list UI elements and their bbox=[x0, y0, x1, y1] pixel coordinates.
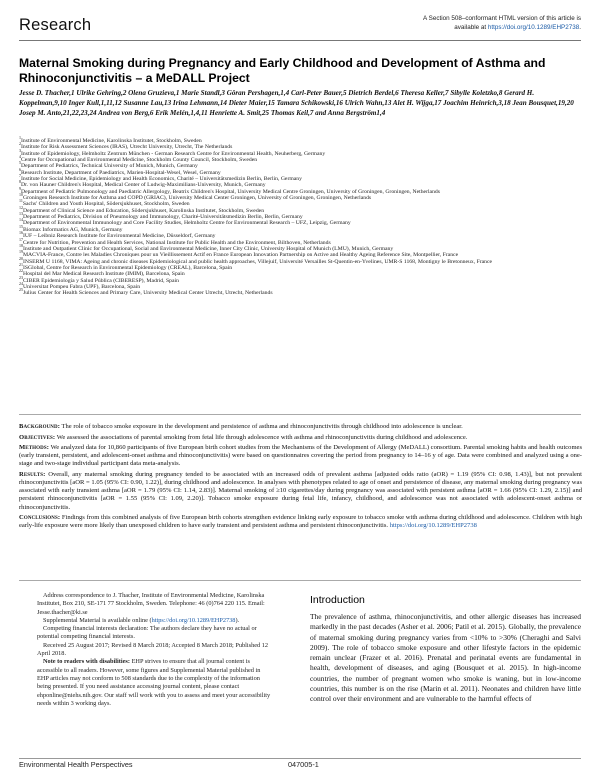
section-label: Research bbox=[19, 16, 92, 34]
abstract-methods: Methods: We analyzed data for 10,860 participants of five European birth cohort studies from the Mechanisms of the Development of Allergy (MeDALL) consortium. Parental smoking habits and health outcomes (early transient, persistent, and adolescent-onset asthma and rhinoconjunctivitis) were based on questionnaires covering the period from pregnancy to 14–16 y of age. Data were combined and analyzed using a one-stage and two-stage individual participant data meta-analysis. bbox=[19, 444, 582, 468]
affiliation-number: 20 bbox=[19, 255, 23, 261]
affiliation-text: Biomax Informatics AG, Munich, Germany bbox=[23, 226, 123, 233]
affiliation-number: 19 bbox=[19, 249, 23, 255]
supplemental-link[interactable]: https://doi.org/10.1289/EHP2738 bbox=[151, 616, 236, 624]
disability-note: Note to readers with disabilities: EHP strives to ensure that all journal content is accessible to all readers. However, some figures and Supplemental Material published in EHP articles may not conform to 508 standards due to the complexity of the information being presented. If you need assistance accessing journal content, please contact ehponline@niehs.nih.gov. Our staff will work with you to assess and meet your accessibility needs within 3 working days. bbox=[37, 658, 271, 707]
affiliation-text: Institute of Environmental Medicine, Karolinska Institutet, Stockholm, Sweden bbox=[21, 138, 202, 144]
affiliation-text: ISGlobal, Centre for Research in Environmental Epidemiology (CREAL), Barcelona, Spain bbox=[23, 264, 233, 271]
affiliation-text: Groningen Research Institute for Asthma and COPD (GRIAC), University Medical Center Groningen, University of Groningen, Groningen, Netherlands bbox=[23, 195, 372, 202]
abstract-bottom-divider bbox=[19, 580, 581, 581]
abstract-objectives: Objectives: We assessed the associations of parental smoking from fetal life through adolescence with asthma and rhinoconjunctivitis during childhood and adolescence. bbox=[19, 433, 468, 441]
journal-name: Environmental Health Perspectives bbox=[19, 760, 133, 769]
affiliation-text: Sachs' Children and Youth Hospital, Södersjukhuset, Stockholm, Sweden bbox=[22, 201, 190, 208]
footnotes bbox=[37, 592, 271, 708]
affiliation-text: Julius Center for Health Sciences and Primary Care, University Medical Center Utrecht, Utrecht, Netherlands bbox=[23, 290, 273, 297]
correspondence-address: Address correspondence to J. Thacher, Institute of Environmental Medicine, Karolinska Institutet, Box 210, SE-171 77 Stockholm, Sweden. Telephone: 46 (0)764 220 115. Email: Jesse.thacher@ki.se bbox=[37, 592, 265, 616]
affiliation-number: 25 bbox=[19, 287, 23, 293]
affiliation-number: 17 bbox=[19, 236, 23, 242]
affiliation-text: Department of Environmental Immunology and Core Facility Studies, Helmholtz Centre for Environmental Research – UFZ, Leipzig, Germany bbox=[23, 220, 351, 227]
footer-divider bbox=[19, 758, 581, 759]
affiliation-text: Universitat Pompeu Fabra (UPF), Barcelona, Spain bbox=[23, 283, 141, 290]
affiliation-number: 14 bbox=[19, 217, 23, 223]
affiliation-number: 8 bbox=[19, 179, 21, 185]
affiliation-number: 12 bbox=[19, 204, 23, 210]
affiliation-item bbox=[19, 287, 581, 297]
abstract-background: Background: The role of tobacco smoke exposure in the development and persistence of asthma and rhinoconjunctivitis through childhood into adolescence is unclear. bbox=[19, 423, 463, 430]
supplemental-note: Supplemental Material is available online (https://doi.org/10.1289/EHP2738). bbox=[43, 616, 240, 624]
affiliation-number: 18 bbox=[19, 242, 23, 248]
affiliation-number: 4 bbox=[19, 154, 21, 160]
affiliation-text: Institute for Social Medicine, Epidemiology and Health Economics, Charité – Universitätsmedizin Berlin, Berlin, Germany bbox=[21, 176, 302, 183]
abstract-results: Results: Overall, any maternal smoking during pregnancy tended to be associated with an increased odds of prevalent asthma [adjusted odds ratio (aOR) = 1.19 (95% CI: 0.98, 1.43)], but not prevalent rhinoconjunctivitis [aOR = 1.05 (95% CI: 0.90, 1.22)], during childhood and adolescence. In analyses with phenotypes related to age of onset and persistence of disease, any maternal smoking during pregnancy was associated with early transient asthma [aOR = 1.79 (95% CI: 1.14, 2.83)]. Maternal smoking of ≥10 cigarettes/day during pregnancy was associated with persistent asthma [aOR = 1.66 (95% CI: 1.29, 2.15)] and persistent rhinoconjunctivitis [aOR = 1.55 (95% CI: 1.09, 2.20)]. Tobacco smoke exposure during fetal life, infancy, childhood, and adolescence was not associated with adolescent-onset asthma or rhinoconjunctivitis. bbox=[19, 470, 583, 511]
affiliation-number: 6 bbox=[19, 166, 21, 172]
affiliation-number: 10 bbox=[19, 192, 23, 198]
affiliation-text: Institute of Epidemiology, Helmholtz Zentrum München - German Research Centre for Environmental Health, Neuherberg, Germany bbox=[21, 150, 326, 157]
competing-interests: Competing financial interests declaration: The authors declare they have no actual or potential competing financial interests. bbox=[37, 625, 257, 641]
author-list: Jesse D. Thacher,1 Ulrike Gehring,2 Olena Gruzieva,1 Marie Standl,3 Göran Pershagen,1,4 Carl-Peter Bauer,5 Dietrich Berdel,6 Theresa Keller,7 Sibylle Koletzko,8 Gerard H. Koppelman,9,10 Inger Kull,1,11,12 Susanne Lau,13 Irina Lehmann,14 Dieter Maier,15 Tamara Schikowski,16 Ulrich Wahn,13 Alet H. Wijga,17 Joachim Heinrich,3,18 Jean Bousquet,19,20 Josep M. Anto,21,22,23,24 Andrea von Berg,6 Erik Melén,1,4,11 Henriette A. Smit,25 Thomas Keil,7 and Anna Bergström1,4 bbox=[19, 89, 574, 117]
affiliation-text: Research Institute, Department of Paediatrics, Marien-Hospital-Wesel, Wesel, Germany bbox=[21, 169, 221, 176]
affiliation-number: 2 bbox=[19, 141, 21, 147]
affiliation-number: 5 bbox=[19, 160, 21, 166]
affiliation-number: 21 bbox=[19, 261, 23, 267]
affiliation-number: 3 bbox=[19, 147, 21, 153]
intro-text: The prevalence of asthma, rhinoconjunctivitis, and other allergic diseases has increased markedly in the past decades (Asher et al. 2006; Patil et al. 2015). Globally, the prevalence of maternal smoking during pregnancy varies from <10% to >30% (Cheraghi and Salvi 2009). The role of tobacco smoke exposure and other lifestyle factors in the epidemic remain unclear (Frazer et al. 2016). Prenatal and perinatal events are fundamental in health, development of diseases, and aging (Bousquet et al. 2015). In high-income countries, the number of pregnant women who smoke is waning, but in low-income countries, this number is on the rise (Marin et al. 2011). Neonates and children have little control over their environment and are vulnerable to the harmful effects of bbox=[310, 612, 581, 704]
article-title: Maternal Smoking during Pregnancy and Early Childhood and Development of Asthma and Rhinoconjunctivitis – a MeDALL Project bbox=[19, 56, 546, 85]
affiliation-number: 7 bbox=[19, 173, 21, 179]
affiliation-text: Dr. von Hauner Children's Hospital, Medical Center of Ludwig-Maximilians-University, Munich, Germany bbox=[21, 182, 266, 189]
page-number: 047005-1 bbox=[288, 760, 319, 769]
affiliation-text: Hospital del Mar Medical Research Institute (IMIM), Barcelona, Spain bbox=[23, 271, 185, 278]
affiliation-text: IUF – Leibniz Research Institute for Environmental Medicine, Düsseldorf, Germany bbox=[23, 233, 216, 240]
affiliation-text: Department of Clinical Science and Education, Södersjukhuset, Karolinska Institutet, Stockholm, Sweden bbox=[23, 207, 265, 214]
affiliation-number: 9 bbox=[19, 185, 21, 191]
affiliation-text: Department of Pediatric Pulmonology and Paediatric Allergology, Beatrix Children's Hospital, University Medical Centre Groningen, University of Groningen, Groningen, Netherlands bbox=[21, 188, 440, 195]
affiliation-text: Centre for Occupational and Environmental Medicine, Stockholm County Council, Stockholm, Sweden bbox=[21, 157, 258, 164]
affiliation-number: 22 bbox=[19, 268, 23, 274]
affiliation-number: 23 bbox=[19, 274, 23, 280]
abstract-doi-link[interactable]: https://doi.org/10.1289/EHP2738 bbox=[389, 522, 477, 530]
abstract bbox=[19, 423, 582, 533]
affiliation-number: 16 bbox=[19, 230, 23, 236]
accessibility-note: A Section 508–conformant HTML version of this article is available at https://doi.org/10.1289/EHP2738. bbox=[423, 15, 581, 31]
affiliation-number: 15 bbox=[19, 223, 23, 229]
affiliation-number: 11 bbox=[19, 198, 23, 204]
affiliation-number: 1 bbox=[19, 135, 21, 140]
intro-heading: Introduction bbox=[310, 594, 365, 606]
doi-link[interactable]: https://doi.org/10.1289/EHP2738 bbox=[487, 23, 580, 31]
affiliation-number: 13 bbox=[19, 211, 23, 217]
affiliation-text: Department of Pediatrics, Division of Pneumology and Immunology, Charité-Universitätsmedizin Berlin, Berlin, Germany bbox=[23, 214, 303, 221]
header-divider bbox=[19, 40, 581, 41]
affiliation-number: 24 bbox=[19, 280, 23, 286]
affiliation-text: INSERM U 1168, VIMA: Ageing and chronic diseases Epidemiological and public health approaches, Villejuif, Université Versailles St-Quentin-en-Yvelines, UMR-S 1168, Montigny le Bretonneux, France bbox=[23, 258, 493, 265]
affiliation-text: Institute and Outpatient Clinic for Occupational, Social and Environmental Medicine, Inner City Clinic, University Hospital of Munich (LMU), Munich, Germany bbox=[23, 245, 394, 252]
affiliation-text: Institute for Risk Assessment Sciences (IRAS), Utrecht University, Utrecht, The Netherlands bbox=[21, 144, 233, 151]
publication-dates: Received 25 August 2017; Revised 8 March 2018; Accepted 8 March 2018; Published 12 April 2018. bbox=[37, 641, 269, 658]
affiliation-text: Centre for Nutrition, Prevention and Health Services, National Institute for Public Health and the Environment, Bilthoven, Netherlands bbox=[23, 239, 331, 246]
abstract-top-divider bbox=[19, 414, 581, 415]
affiliation-text: CIBER Epidemiología y Salud Pública (CIBERESP), Madrid, Spain bbox=[23, 277, 179, 284]
affiliation-text: MACVIA-France, Contre les Maladies Chroniques pour un Vieillissement Actif en France European Innovation Partnership on Active and Healthy Ageing Reference Site, Montpellier, France bbox=[23, 252, 459, 259]
affiliation-list bbox=[19, 135, 581, 297]
abstract-conclusions: Conclusions: Findings from this combined analysis of five European birth cohorts strengthen evidence linking early exposure to tobacco smoke with asthma during childhood and adolescence. Children with high early-life exposure were more likely than unexposed children to have early transient and persistent asthma and persistent rhinoconjunctivitis. https://doi.org/10.1289/EHP2738 bbox=[19, 514, 582, 530]
affiliation-text: Department of Pediatrics, Technical University of Munich, Munich, Germany bbox=[21, 163, 198, 170]
